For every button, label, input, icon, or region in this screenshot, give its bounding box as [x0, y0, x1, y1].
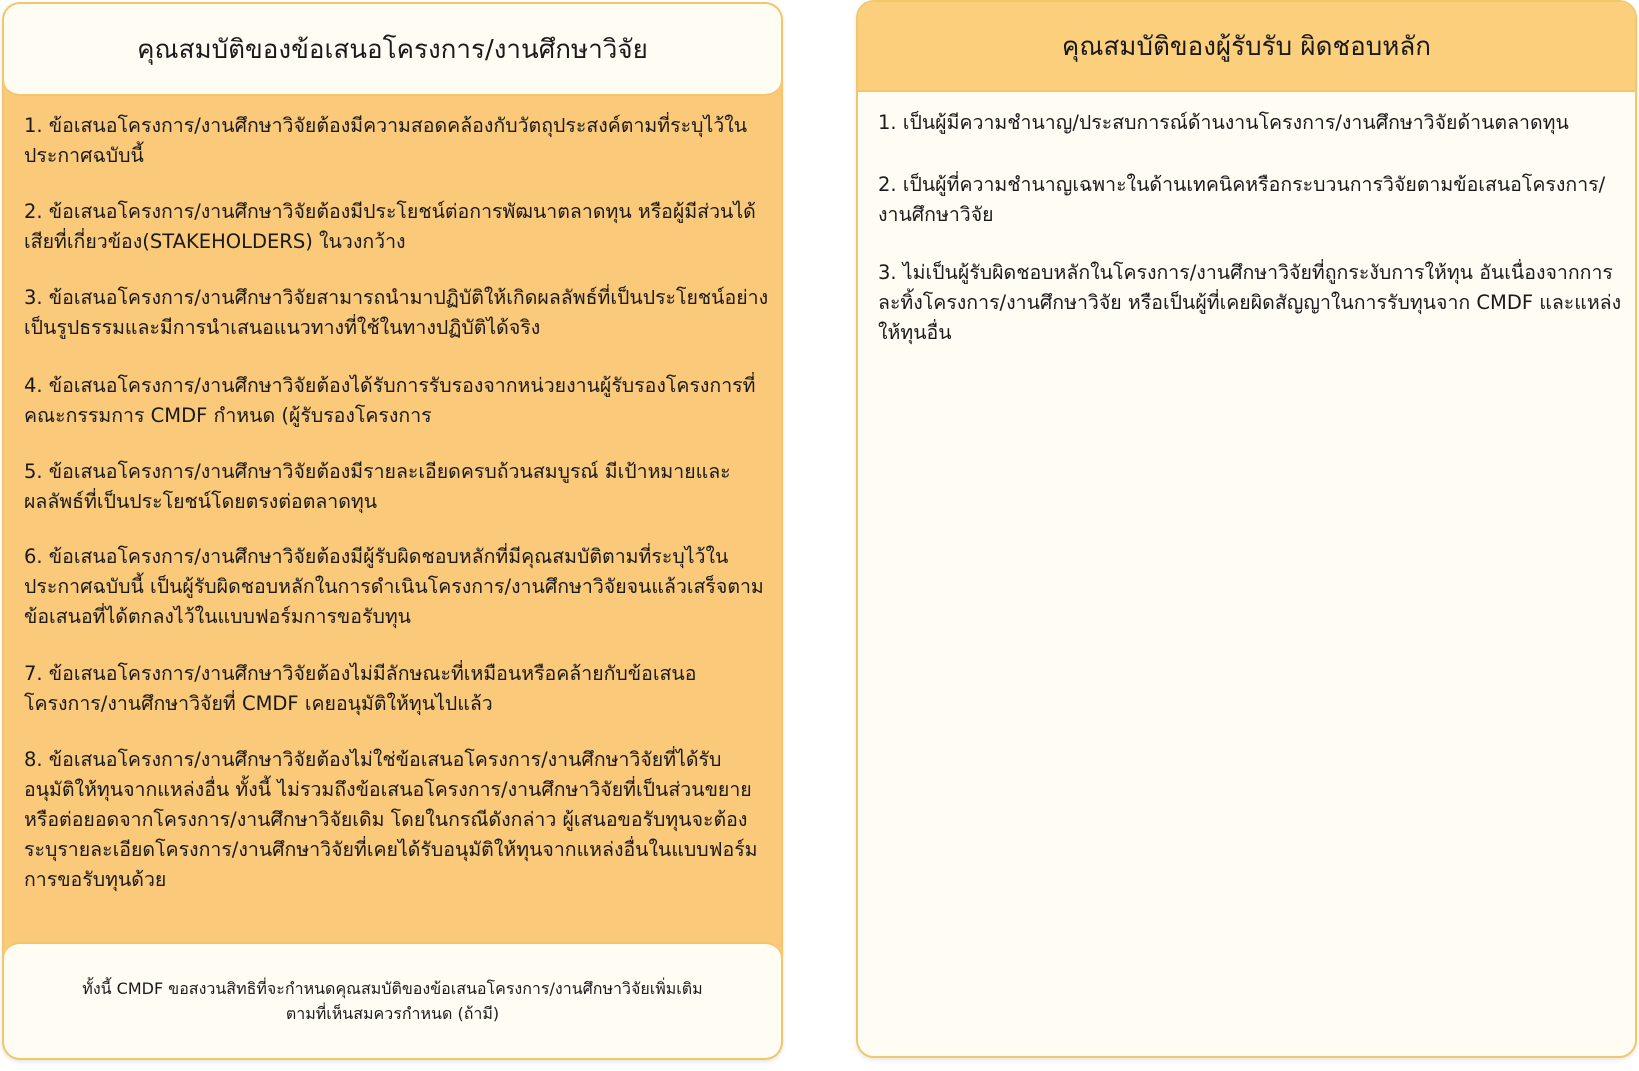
- criteria-item-2: 2. ข้อเสนอโครงการ/งานศึกษาวิจัยต้องมีประโยชน์ต่อการพัฒนาตลาดทุน หรือผู้มีส่วนได้เสียที่เกี่ยวข้อง(STAKEHOLDERS) ในวงกว้าง: [24, 200, 756, 253]
- principal-qualifications-list: [858, 90, 1635, 1056]
- proposal-criteria-list: [4, 94, 781, 944]
- criteria-item-3: 3. ข้อเสนอโครงการ/งานศึกษาวิจัยสามารถนำมาปฏิบัติให้เกิดผลลัพธ์ที่เป็นประโยชน์อย่างเป็นรูปธรรมและมีการนำเสนอแนวทางที่ใช้ในทางปฏิบัติได้จริง: [24, 286, 769, 339]
- criteria-item-6: 6. ข้อเสนอโครงการ/งานศึกษาวิจัยต้องมีผู้รับผิดชอบหลักที่มีคุณสมบัติตามที่ระบุไว้ในประกาศฉบับนี้ เป็นผู้รับผิดชอบหลักในการดำเนินโครงการ/งานศึกษาวิจัยจนแล้วเสร็จตามข้อเสนอที่ได้ตกลงไว้ในแบบฟอร์มการขอรับทุน: [24, 545, 764, 628]
- qualification-item-1: 1. เป็นผู้มีความชำนาญ/ประสบการณ์ด้านงานโครงการ/งานศึกษาวิจัยด้านตลาดทุน: [878, 111, 1569, 134]
- criteria-item-7: 7. ข้อเสนอโครงการ/งานศึกษาวิจัยต้องไม่มีลักษณะที่เหมือนหรือคล้ายกับข้อเสนอโครงการ/งานศึกษาวิจัยที่ CMDF เคยอนุมัติให้ทุนไปแล้ว: [24, 662, 697, 715]
- proposal-criteria-title: คุณสมบัติของข้อเสนอโครงการ/งานศึกษาวิจัย: [137, 34, 648, 65]
- principal-qualifications-card: [856, 0, 1637, 1058]
- footer-note: ทั้งนี้ CMDF ขอสงวนสิทธิที่จะกำหนดคุณสมบัติของข้อเสนอโครงการ/งานศึกษาวิจัยเพิ่มเติมตามที่เห็นสมควรกำหนด (ถ้ามี): [82, 979, 703, 1023]
- qualification-item-2: 2. เป็นผู้ที่ความชำนาญเฉพาะในด้านเทคนิคหรือกระบวนการวิจัยตามข้อเสนอโครงการ/งานศึกษาวิจัย: [878, 173, 1606, 226]
- criteria-item-8: 8. ข้อเสนอโครงการ/งานศึกษาวิจัยต้องไม่ใช่ข้อเสนอโครงการ/งานศึกษาวิจัยที่ได้รับอนุมัติให้ทุนจากแหล่งอื่น ทั้งนี้ ไม่รวมถึงข้อเสนอโครงการ/งานศึกษาวิจัยที่เป็นส่วนขยายหรือต่อยอดจากโครงการ/งานศึกษาวิจัยเดิม โดยในกรณีดังกล่าว ผู้เสนอขอรับทุนจะต้องระบุรายละเอียดโครงการ/งานศึกษาวิจัยที่เคยได้รับอนุมัติให้ทุนจากแหล่งอื่นในแบบฟอร์มการขอรับทุนด้วย: [24, 748, 758, 891]
- criteria-item-1: 1. ข้อเสนอโครงการ/งานศึกษาวิจัยต้องมีความสอดคล้องกับวัตถุประสงค์ตามที่ระบุไว้ในประกาศฉบับนี้: [24, 114, 748, 167]
- qualification-item-3: 3. ไม่เป็นผู้รับผิดชอบหลักในโครงการ/งานศึกษาวิจัยที่ถูกระงับการให้ทุน อันเนื่องจากการละทิ้งโครงการ/งานศึกษาวิจัย หรือเป็นผู้ที่เคยผิดสัญญาในการรับทุนจาก CMDF และแหล่งให้ทุนอื่น: [878, 261, 1622, 344]
- principal-qualifications-header: [858, 2, 1635, 92]
- proposal-criteria-card: [2, 2, 783, 1060]
- principal-qualifications-title: คุณสมบัติของผู้รับรับ ผิดชอบหลัก: [1061, 31, 1432, 62]
- criteria-item-5: 5. ข้อเสนอโครงการ/งานศึกษาวิจัยต้องมีรายละเอียดครบถ้วนสมบูรณ์ มีเป้าหมายและผลลัพธ์ที่เป็นประโยชน์โดยตรงต่อตลาดทุน: [24, 460, 731, 513]
- proposal-criteria-footer: [4, 942, 781, 1058]
- proposal-criteria-header: [4, 4, 781, 96]
- criteria-item-4: 4. ข้อเสนอโครงการ/งานศึกษาวิจัยต้องได้รับการรับรองจากหน่วยงานผู้รับรองโครงการที่คณะกรรมการ CMDF กำหนด (ผู้รับรองโครงการ: [24, 374, 756, 427]
